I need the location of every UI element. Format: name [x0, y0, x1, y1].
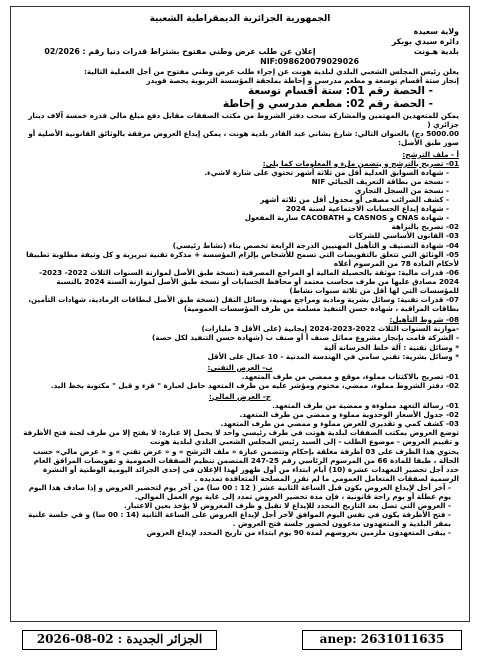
financial-item: 02- جدول الأسعار الوحدوية مملوء و ممضي من طرف المتعهد.: [239, 410, 459, 420]
lot-1: - الحصة رقم 01: ستة أقسام توسعة: [247, 85, 433, 98]
candidature-item: 02- تصريح بالنزاهة: [391, 222, 459, 232]
candidature-item: 03- القانون الأساسي للشركات: [348, 231, 459, 241]
publication-footer: [22, 630, 462, 652]
doc-item: - نسخة من بطاقة التعريف الجبائي NIF: [311, 176, 449, 186]
technical-item: 02- دفتر الشروط مملوء، ممضي، مختوم ومؤشر عليه من طرف المتعهد حامل لعبارة " قرء و قبل " مكتوبة بخط اليد.: [50, 380, 459, 390]
invitation-line: 5000.00 دج) بالعنوان التالي: شارع بشاني عبد القادر بلدية هونت ، يمكن إيداع العروض مرفقة بالوثائق القانونية الأصلية أو صور طبق الأصل:: [28, 129, 459, 148]
closing-line: - آخر أجل لإيداع العروض يكون قبل الساعة الثانية عشر ( 12 : 00 سا) من آخر يوم لتحضير العروض و إذا صادف هذا اليوم يوم عطلة أو يوم راحة قانونية ، فإن مدة تحضير العروض تمدد إلى غاية يوم العمل الموالي.: [28, 482, 451, 502]
condition-line: - الشركة قامت بإنجاز مشروع مماثل صنف أ أو صنف ب (شهادة حسن التنفيذ لكل حصة): [152, 333, 459, 343]
closing-line: يحتوي هذا الظرف على 03 أظرفة مغلقة بإحكام وتتضمن عبارة « ملف الترشح » و « عرض تقني » و « عرض مالي» حسب الحالة ، طبقا للمادة 66 من المرسوم الرئاسي رقم 25-247 المتضمن تنظيم الصفقات العمومية و تفويضات المرافق العام حدد أجل تحضير التعهدات عشرة (10) أيام ابتداء من أول ظهور لهذا الإعلان في إحدى الجرائد اليومية الوطنية أو النشرة الرسمية لصفقات المتعامل العمومي ما لم تقرر المصلحة المتعاقدة تمديده .: [33, 446, 459, 483]
doc-item: - شهادة السوابق العدلية أقل من ثلاثة أشهر تحتوي على شارة لاشيء.: [204, 167, 449, 177]
condition-line: * وسائل بشرية: تقني سامي في الهندسة المدنية - 10 عمال على الأقل: [207, 351, 459, 361]
admin-header: [21, 27, 459, 57]
doc-item: - شهادة CNAS و CASNOS و CACOBATH سارية المفعول: [244, 213, 449, 223]
condition-line: -موازنة السنوات الثلاث 2022-2023-2024 إيجابية (على الأقل 3 مليارات): [201, 324, 459, 334]
candidature-docs: [21, 168, 459, 223]
candidature-item: 04- شهادة التصنيف و التأهيل المهنيين الدرجة الرابعة تخصص بناء (نشاط رئيسي): [172, 240, 459, 250]
doc-item: - شهادة إيداع الحسابات الاجتماعية لسنة 2024: [285, 204, 449, 214]
doc-item: - نسخة من السجل التجاري: [354, 185, 449, 195]
republic-heading: الجمهورية الجزائرية الديمقراطية الشعبية: [149, 14, 331, 24]
issuing-authority: [339, 27, 459, 57]
candidature-item: 07- قدرات تقنية: وسائل بشرية ومادية ومراجع مهنية، وسائل النقل (نسخة طبق الأصل لبطاقات الرمادية، شهادات التأمين، بطاقات المراقبة ، شهادة حسن التنفيذ مسلمة من طرف المؤسسات العمومية): [28, 295, 459, 314]
candidature-item: 06- قدرات مالية: موثقة بالحصيلة المالية أو المراجع المصرفية (نسخة طبق الأصل لموازنة السنوات الثلاث 2022- 2023- 2024 مصادق عليها من طرف محاسب معتمد أو محافظ الحسابات أو نسخة طبق الأصل لموازنة السنة 2024 بالنسبة للمؤسسات التي لها أقل من ثلاثة سنوات نشاط): [39, 267, 459, 295]
candidature-heading: أ - ملف الترشح:: [402, 149, 459, 159]
closing-line: - فتح الأظرفة يكون في نفس اليوم الموافق لآخر أجل لإيداع العروض على الساعة الثانية (14 : 00 سا) و في جلسة علنية بمقر البلدية و المتعهدون مدعوون لحضور جلسة فتح العروض .: [28, 510, 451, 529]
lot-2: - الحصة رقم 02: مطعم مدرسي و إحاطة: [222, 98, 433, 111]
tax-id: NIF:098620079029026: [260, 57, 359, 66]
intro-line: يعلن رئيس المجلس الشعبي البلدي لبلدية هونت عن إجراء طلب عرض وطني مفتوح من أجل العملية التالية:: [83, 67, 459, 76]
closing-line: توضع العروض بمكتب الصفقات لبلدية هونت في ظرف رئيسي واحد لا يحمل إلا عبارة: لا يفتح إلا من طرف لجنة فتح الأظرفة و تقييم العروض - موضوع الطلب - إلى السيد رئيس المجلس الشعبي البلدي لبلدية هونت: [23, 428, 459, 447]
wilaya-name: ولاية سعيدة: [413, 27, 459, 36]
tender-notice: [10, 6, 470, 622]
financial-item: 01- رسالة التعهد مملوءة و ممضية من طرف المتعهد.: [272, 401, 459, 411]
financial-heading: ج- العرض المالي:: [208, 392, 272, 401]
newspaper-date: الجزائر الجديدة : 02-08-2026: [22, 630, 217, 650]
doc-item: - كشف الضرائب مصفى أو مجدول أقل من ثلاثة أشهر: [260, 195, 449, 205]
anep-reference: anep: 2631011635: [302, 630, 462, 650]
notice-title: إعلان عن طلب عرض وطني مفتوح بشتراط قدرات دنيا رقم : 02/2026: [44, 47, 316, 56]
financial-item: 03- كشف كمي و تقديري للعرض مملوء و ممضي من طرف المتعهد.: [220, 419, 459, 429]
daira-name: دائرة سيدي بوبكر: [391, 37, 459, 46]
condition-line: * وسائل تقنية : آلة خلط الخرسانة آلية: [323, 342, 459, 352]
declaration-item: 01- تصريح بالترشح و يتضمن ملء و المعلومات كما يلي:: [262, 158, 459, 168]
invitation-line: يمكن للمتعهدين المهتمين والمشاركة سحب دفتر الشروط من مكتب الصفقات مقابل دفع مبلغ مالي قدره خمسة آلاف دينار جزائري (: [28, 111, 459, 130]
conditions-heading: 08- شروط التأهيل:: [389, 315, 459, 325]
commune-name: بلدية هـونت: [413, 47, 459, 56]
technical-heading: ب- العرض التقني:: [207, 362, 273, 372]
candidature-item: 05- الوثائق التي تتعلق بالتفويضات التي تسمح للأشخاص بإلزام المؤسسة + مذكرة تقنية تبريرية و كل وثيقة مطلوبة تطبيقا لأحكام المادة 78 من المرسوم أعلاه: [26, 249, 459, 268]
technical-item: 01- تصريح بالاكتتاب مملوء، موقع و ممضي من طرف المتعهد.: [241, 371, 459, 381]
project-line: إنجاز ستة أقسام توسعة و مطعم مدرسي و إحاطة بملحقة المؤسسة التربوية بحصة قويدر: [146, 76, 459, 86]
closing-line: - العروض التي تصل بعد التاريخ المحدد للإيداع لا تقبل و ظرف المعروض لا يؤخذ بعين الاعتبار.: [124, 501, 451, 511]
closing-line: - يبقى المتعهدون ملزمين بعروضهم لمدة 90 يوم ابتداء من تاريخ المحدد لإيداع العروض: [146, 528, 451, 538]
